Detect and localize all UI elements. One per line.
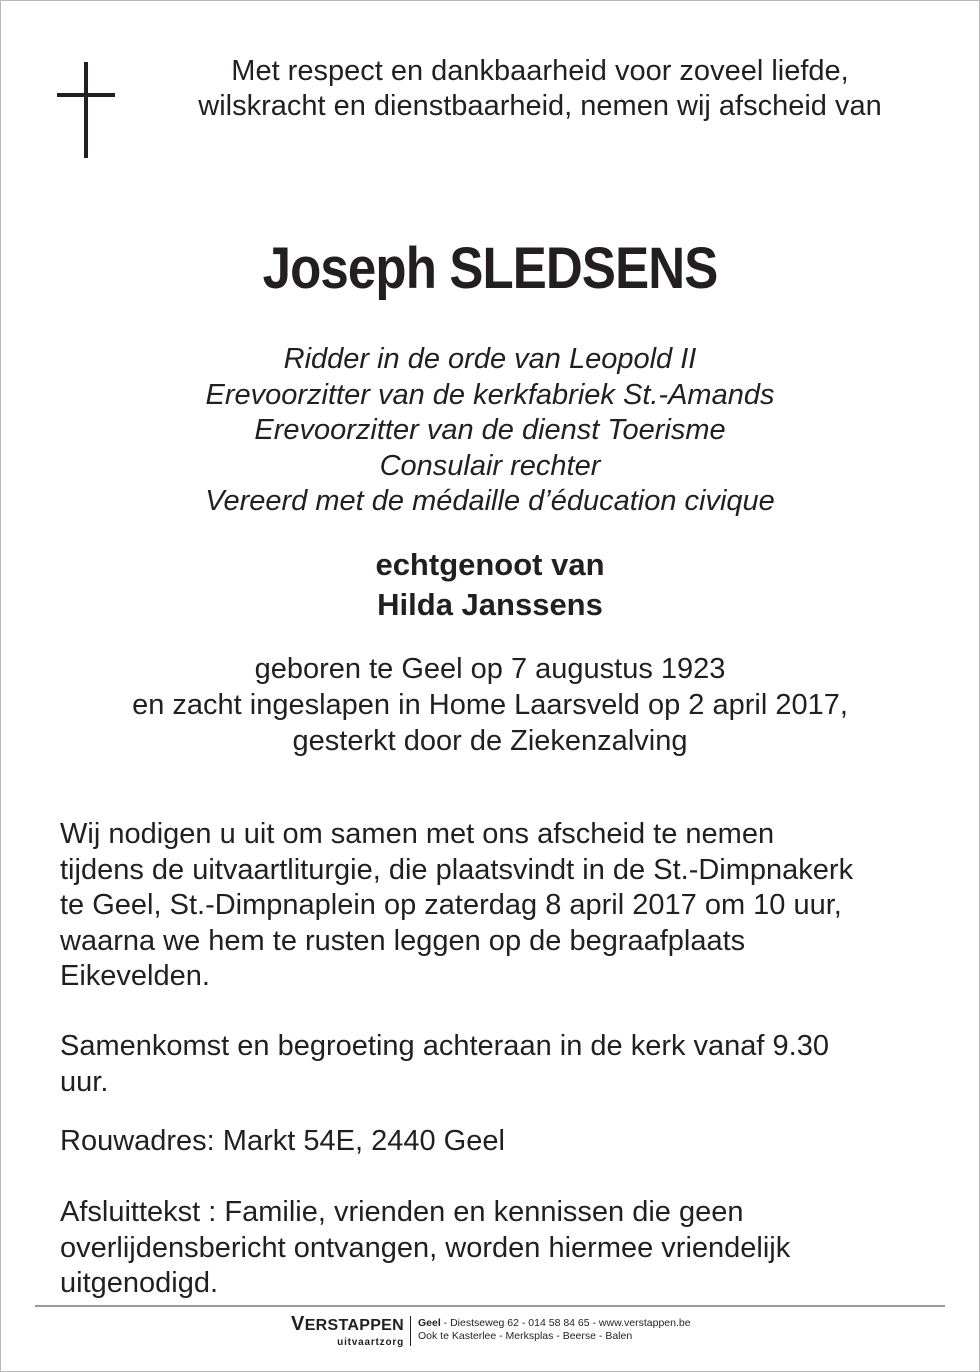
branch-locations: Ook te Kasterlee - Merksplas - Beerse - Balen xyxy=(418,1330,633,1342)
closing-line: uitgenodigd. xyxy=(60,1267,219,1299)
invitation-line: Eikevelden. xyxy=(60,960,210,992)
title-line: Erevoorzitter van de dienst Toerisme xyxy=(254,414,726,446)
intro-line: Met respect en dankbaarheid voor zoveel liefde, xyxy=(231,55,849,87)
spouse-name: Hilda Janssens xyxy=(377,587,603,622)
invitation-line: te Geel, St.-Dimpnaplein op zaterdag 8 april 2017 om 10 uur, xyxy=(60,889,842,921)
deceased-name: Joseph SLEDSENS xyxy=(262,236,718,301)
date-line: geboren te Geel op 7 augustus 1923 xyxy=(254,653,726,685)
funeral-home-logo xyxy=(276,1313,404,1348)
life-dates xyxy=(0,651,980,759)
closing-line: overlijdensbericht ontvangen, worden hiermee vriendelijk xyxy=(60,1231,791,1264)
gathering-line: uur. xyxy=(60,1065,109,1098)
spouse-block xyxy=(0,545,980,625)
invitation-line: Wij nodigen u uit om samen met ons afscheid te nemen xyxy=(60,818,775,850)
contact-info xyxy=(418,1317,691,1343)
spouse-relation: echtgenoot van xyxy=(375,547,605,582)
closing-line: Afsluittekst : Familie, vrienden en kennissen die geen xyxy=(60,1196,744,1228)
gathering-line: Samenkomst en begroeting achteraan in de kerk vanaf 9.30 xyxy=(60,1030,829,1062)
contact-location: Geel xyxy=(418,1317,441,1329)
date-line: en zacht ingeslapen in Home Laarsveld op 2 april 2017, xyxy=(132,689,848,721)
footer-separator xyxy=(410,1316,411,1346)
intro-text xyxy=(150,54,930,124)
date-line: gesterkt door de Ziekenzalving xyxy=(292,725,688,757)
brand-subtitle: uitvaartzorg xyxy=(337,1337,404,1348)
brand-rest: ERSTAPPEN xyxy=(304,1317,404,1334)
funeral-invitation xyxy=(60,817,940,995)
brand-name xyxy=(276,1313,404,1337)
closing-text xyxy=(60,1195,940,1302)
brand-initial: V xyxy=(291,1313,305,1335)
intro-line: wilskracht en dienstbaarheid, nemen wij afscheid van xyxy=(198,90,882,122)
invitation-line: waarna we hem te rusten leggen op de begraafplaats xyxy=(60,924,746,957)
footer-divider xyxy=(35,1305,945,1307)
title-line: Ridder in de orde van Leopold II xyxy=(283,343,697,375)
title-line: Vereerd met de médaille d’éducation civique xyxy=(205,485,775,517)
invitation-line: tijdens de uitvaartliturgie, die plaatsvindt in de St.-Dimpnakerk xyxy=(60,853,854,886)
honorary-titles xyxy=(0,342,980,520)
contact-details: - Diestseweg 62 - 014 58 84 65 - www.verstappen.be xyxy=(440,1317,691,1329)
mourning-address xyxy=(60,1124,940,1160)
title-line: Erevoorzitter van de kerkfabriek St.-Amands xyxy=(205,378,775,411)
title-line: Consulair rechter xyxy=(379,449,601,482)
cross-icon xyxy=(57,62,115,158)
address-line: Rouwadres: Markt 54E, 2440 Geel xyxy=(60,1125,505,1157)
gathering-info xyxy=(60,1029,940,1100)
